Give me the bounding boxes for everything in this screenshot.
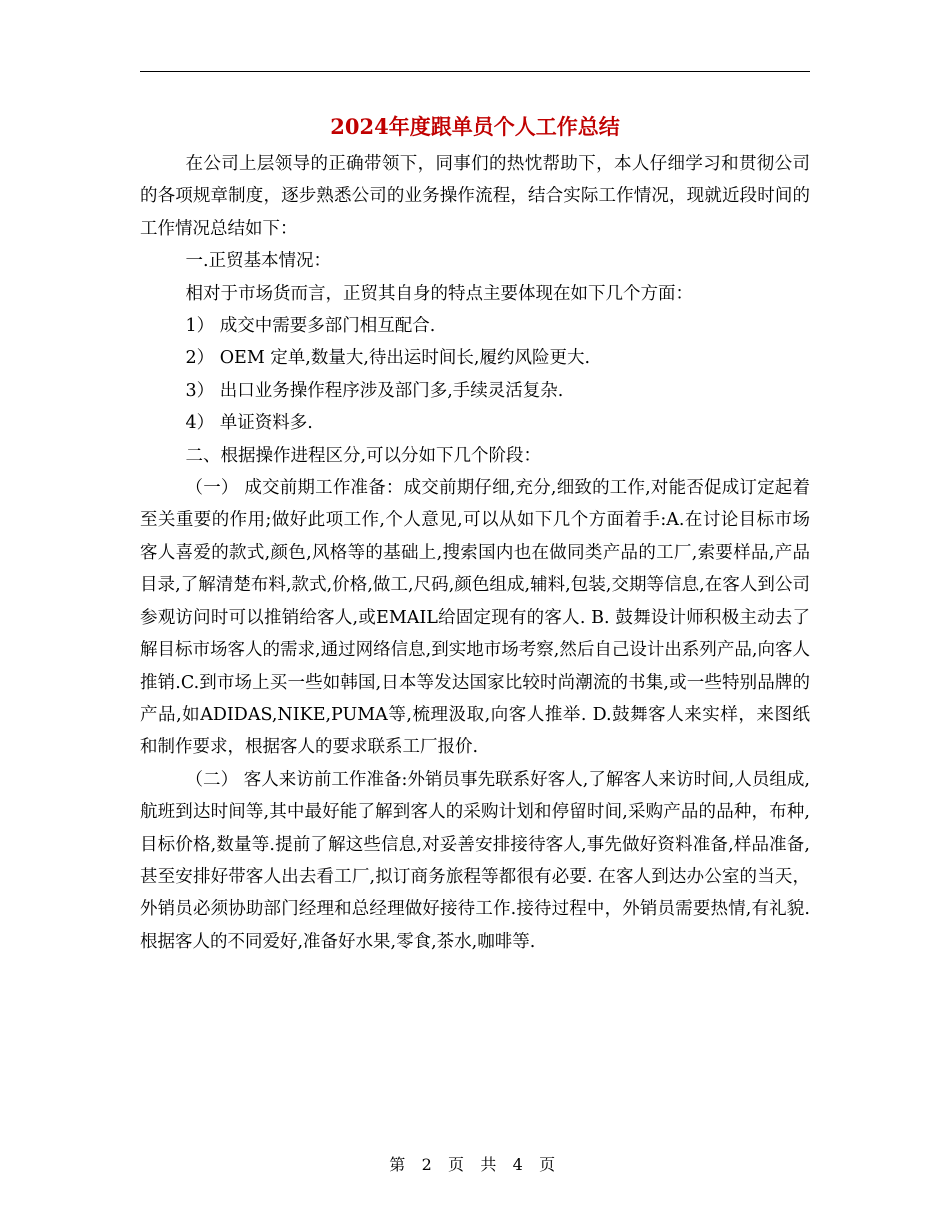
paragraph: 在公司上层领导的正确带领下，同事们的热忱帮助下，本人仔细学习和贯彻公司的各项规章制度，逐步熟悉公司的业务操作流程，结合实际工作情况，现就近段时间的工作情况总结如下： <box>140 154 810 239</box>
paragraph: （一） 成交前期工作准备：成交前期仔细,充分,细致的工作,对能否促成订定起着至关重要的作用;做好此项工作,个人意见,可以从如下几个方面着手:A.在讨论目标市场客人喜爱的款式,颜色,风格等的基础上,搜索国内也在做同类产品的工厂,索要样品,产品目录,了解清楚布料,款式,价格,做工,尺码,颜色组成,辅料,包装,交期等信息,在客人到公司参观访问时可以推销给客人,或EMAIL给固定现有的客人. B. 鼓舞设计师积极主动去了解目标市场客人的需求,通过网络信息,到实地市场考察,然后自己设计出系列产品,向客人推销.C.到市场上买一些如韩国,日本等发达国家比较时尚潮流的书集,或一些特别品牌的产品,如ADIDAS,NIKE,PUMA等,梳理汲取,向客人推举. D.鼓舞客人来实样，来图纸和制作要求，根据客人的要求联系工厂报价. <box>140 478 810 758</box>
paragraph: 2） OEM 定单,数量大,待出运时间长,履约风险更大. <box>185 348 591 369</box>
page-number-footer: 第 2 页 共 4 页 <box>389 1155 561 1174</box>
paragraph: （二） 客人来访前工作准备:外销员事先联系好客人,了解客人来访时间,人员组成,航班到达时间等,其中最好能了解到客人的采购计划和停留时间,采购产品的品种，布种,目标价格,数量等.提前了解这些信息,对妥善安排接待客人,事先做好资料准备,样品准备,甚至安排好带客人出去看工厂,拟订商务旅程等都很有必要. 在客人到达办公室的当天，外销员必须协助部门经理和总经理做好接待工作.接待过程中，外销员需要热情,有礼貌.根据客人的不同爱好,准备好水果,零食,茶水,咖啡等. <box>140 769 810 952</box>
document-body <box>140 148 810 958</box>
document-title: 2024年度跟单员个人工作总结 <box>330 114 620 139</box>
paragraph: 1） 成交中需要多部门相互配合. <box>185 316 436 337</box>
paragraph: 4） 单证资料多. <box>185 413 313 434</box>
paragraph: 一.正贸基本情况： <box>185 251 332 272</box>
paragraph: 相对于市场货而言，正贸其自身的特点主要体现在如下几个方面： <box>185 283 693 304</box>
header-rule <box>140 71 810 72</box>
paragraph: 3） 出口业务操作程序涉及部门多,手续灵活复杂. <box>185 380 564 401</box>
paragraph: 二、根据操作进程区分,可以分如下几个阶段： <box>185 445 542 466</box>
